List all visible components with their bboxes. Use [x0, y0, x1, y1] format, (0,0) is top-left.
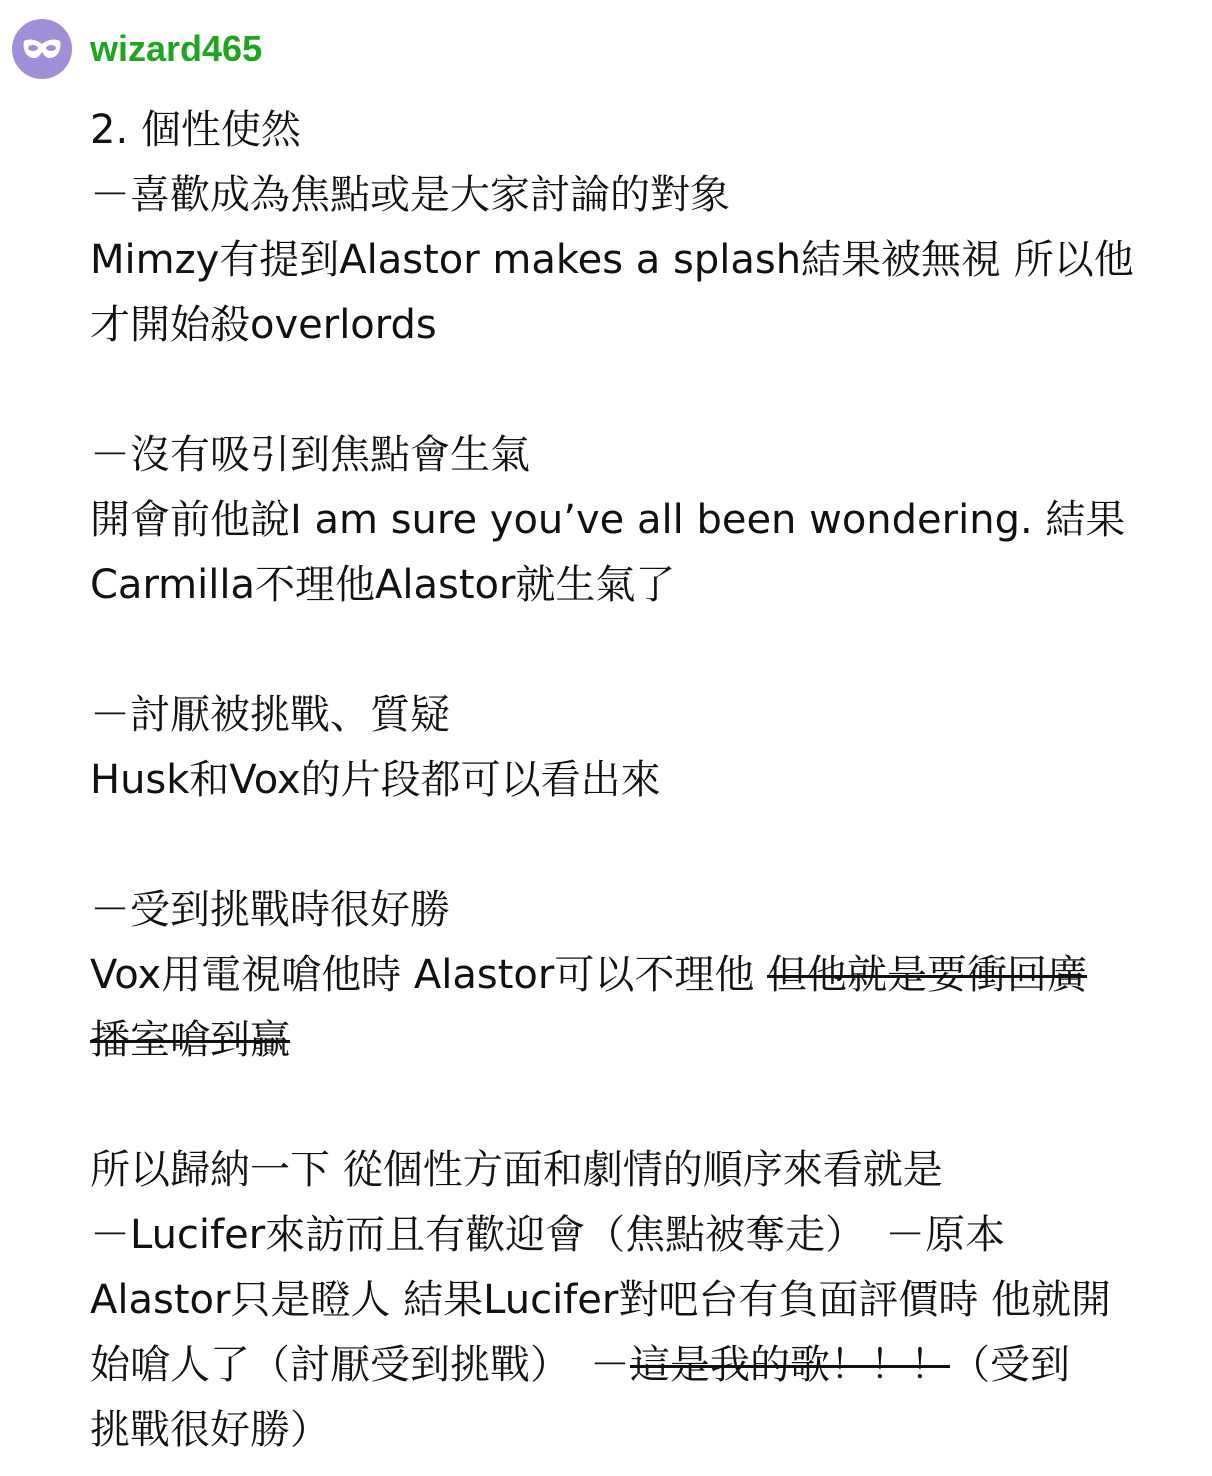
line-text: Carmilla不理他Alastor就生氣了: [90, 562, 676, 608]
line-text: Alastor只是瞪人 結果Lucifer對吧台有負面評價時 他就開: [90, 1277, 1112, 1323]
line-text: Husk和Vox的片段都可以看出來: [90, 757, 661, 803]
line-text: 始嗆人了（討厭受到挑戰） －: [90, 1342, 630, 1388]
avatar[interactable]: [12, 19, 72, 79]
text-line: [90, 1008, 1205, 1073]
text-line: [90, 423, 1205, 488]
text-line: [90, 293, 1205, 358]
line-text: Vox用電視嗆他時 Alastor可以不理他: [90, 952, 768, 998]
post-body: [90, 98, 1205, 1463]
text-line: [90, 1268, 1205, 1333]
text-line: [90, 553, 1205, 618]
text-line: [90, 878, 1205, 943]
text-line: [90, 163, 1205, 228]
line-text: －討厭被挑戰、質疑: [90, 692, 450, 738]
text-line: [90, 1203, 1205, 1268]
text-line: [90, 98, 1205, 163]
mask-icon: [22, 38, 62, 60]
text-line: [90, 748, 1205, 813]
text-line: [90, 1333, 1205, 1398]
post-header: [12, 19, 262, 79]
text-line: [90, 228, 1205, 293]
text-line: [90, 1138, 1205, 1203]
line-text: 所以歸納一下 從個性方面和劇情的順序來看就是: [90, 1147, 943, 1193]
strikethrough-text: 播室嗆到贏: [90, 1017, 290, 1063]
username-link[interactable]: wizard465: [90, 28, 263, 69]
paragraph-gap: [90, 1073, 1205, 1138]
line-text: －喜歡成為焦點或是大家討論的對象: [90, 172, 730, 218]
text-line: [90, 488, 1205, 553]
line-text: －受到挑戰時很好勝: [90, 887, 450, 933]
line-text: （受到: [950, 1342, 1070, 1388]
text-line: [90, 683, 1205, 748]
paragraph-gap: [90, 813, 1205, 878]
line-text: 2. 個性使然: [90, 107, 301, 153]
paragraph-gap: [90, 618, 1205, 683]
line-text: 才開始殺overlords: [90, 302, 437, 348]
paragraph-gap: [90, 358, 1205, 423]
line-text: 挑戰很好勝）: [90, 1407, 330, 1453]
text-line: [90, 1398, 1205, 1463]
line-text: Mimzy有提到Alastor makes a splash結果被無視 所以他: [90, 237, 1134, 283]
strikethrough-text: 這是我的歌！！！: [630, 1342, 950, 1388]
line-text: －沒有吸引到焦點會生氣: [90, 432, 530, 478]
line-text: 開會前他說I am sure you’ve all been wondering. 結果: [90, 497, 1126, 543]
text-line: [90, 943, 1205, 1008]
line-text: －Lucifer來訪而且有歡迎會（焦點被奪走） －原本: [90, 1212, 1006, 1258]
strikethrough-text: 但他就是要衝回廣: [767, 952, 1088, 998]
